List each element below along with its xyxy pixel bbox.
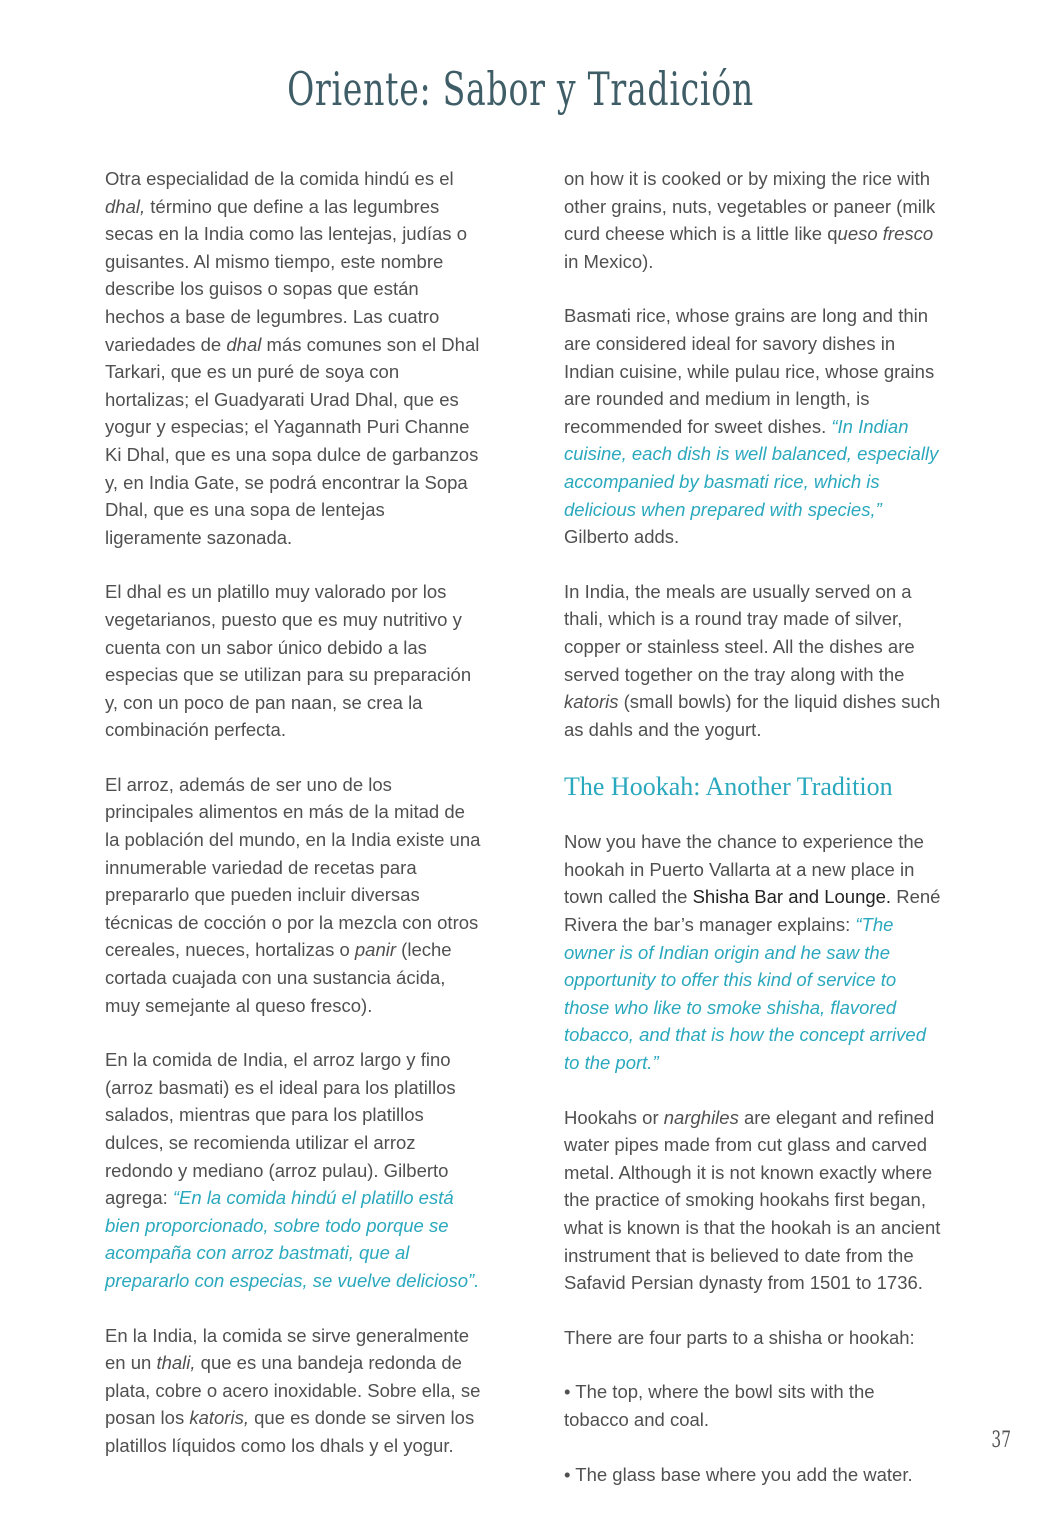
paragraph: El arroz, además de ser uno de los principales alimentos en más de la mitad de la población del mundo, en la India existe una innumerable variedad de recetas para prepararlo que pueden incluir diversas técnicas de cocción o por la mezcla con otros cereales, nueces, hortalizas o panir (leche cortada cuajada con una sustancia ácida, muy semejante al queso fresco). <box>105 773 481 1016</box>
pull-quote: “En la comida hindú el platillo está bien proporcionado, sobre todo porque se acompaña con arroz bastmati, que al prepararlo con especias, se vuelve delicioso”. <box>105 1187 480 1291</box>
paragraph: on how it is cooked or by mixing the rice with other grains, nuts, vegetables or paneer (milk curd cheese which is a little like queso fresco in Mexico). <box>564 168 936 272</box>
page-number: 37 <box>991 1428 1011 1453</box>
paragraph: En la India, la comida se sirve generalmente en un thali, que es una bandeja redonda de plata, cobre o acero inoxidable. Sobre ella, se posan los katoris, que es donde se sirven los platillos líquidos como los dhals y el yogur. <box>105 1324 481 1456</box>
pull-quote: “In Indian cuisine, each dish is well balanced, especially accompanied by basmati rice, which is delicious when prepared with species,” <box>564 415 939 520</box>
paragraph: Basmati rice, whose grains are long and thin are considered ideal for savory dishes in Indian cuisine, while pulau rice, whose grains are rounded and medium in length, is recommended for sweet dishes. “In Indian cuisine, each dish is well balanced, especially accompanied by basmati rice, which is delicious when prepared with species,” Gilberto adds. <box>564 305 939 548</box>
right-column <box>564 165 944 1515</box>
paragraph: Hookahs or narghiles are elegant and refined water pipes made from cut glass and carved metal. Although it is not known exactly where the practice of smoking hookahs first began, what is known is that the hookah is an ancient instrument that is believed to date from the Safavid Persian dynasty from 1501 to 1736. <box>564 1106 941 1294</box>
paragraph: Now you have the chance to experience the hookah in Puerto Vallarta at a new place in town called the Shisha Bar and Lounge. René Rivera the bar’s manager explains: “The owner is of Indian origin and he saw the opportunity to offer this kind of service to those who like to smoke shisha, flavored tobacco, and that is how the concept arrived to the port.” <box>564 831 941 1074</box>
venue-name: Shisha Bar and Lounge. <box>692 886 892 908</box>
paragraph: Otra especialidad de la comida hindú es el dhal, término que define a las legumbres secas en la India como las lentejas, judías o guisantes. Al mismo tiempo, este nombre describe los guisos o sopas que están hechos a base de legumbres. Las cuatro variedades de dhal más comunes son el Dhal Tarkari, que es un puré de soya con hortalizas; el Guadyarati Urad Dhal, que es yogur y especias; el Yagannath Puri Channe Ki Dhal, que es una sopa dulce de garbanzos y, en India Gate, se podrá encontrar la Sopa Dhal, que es una sopa de lentejas ligeramente sazonada. <box>105 168 480 548</box>
left-column <box>105 165 483 1487</box>
paragraph: En la comida de India, el arroz largo y fino (arroz basmati) es el ideal para los platillos salados, mientras que para los platillos dulces, se recomienda utilizar el arroz redondo y mediano (arroz pulau). Gilberto agrega: “En la comida hindú el platillo está bien proporcionado, sobre todo porque se acompaña con arroz bastmati, que al prepararlo con especias, se vuelve delicioso”. <box>105 1049 480 1291</box>
pull-quote: “The owner is of Indian origin and he saw the opportunity to offer this kind of service to those who like to smoke shisha, flavored tobacco, and that is how the concept arrived to the port.” <box>564 914 926 1074</box>
page-title: Oriente: Sabor y Tradición <box>287 62 754 116</box>
bullet-item: • The top, where the bowl sits with the tobacco and coal. <box>564 1381 875 1430</box>
paragraph: In India, the meals are usually served on a thali, which is a round tray made of silver, copper or stainless steel. All the dishes are served together on the tray along with the katoris (small bowls) for the liquid dishes such as dahls and the yogurt. <box>564 580 941 740</box>
paragraph: There are four parts to a shisha or hookah: <box>564 1326 915 1348</box>
paragraph: El dhal es un platillo muy valorado por los vegetarianos, puesto que es muy nutritivo y cuenta con un sabor único debido a las especias que se utilizan para su preparación y, con un poco de pan naan, se crea la combinación perfecta. <box>105 581 472 741</box>
bullet-item: • The glass base where you add the water. <box>564 1463 913 1485</box>
section-heading: The Hookah: Another Tradition <box>564 772 893 802</box>
